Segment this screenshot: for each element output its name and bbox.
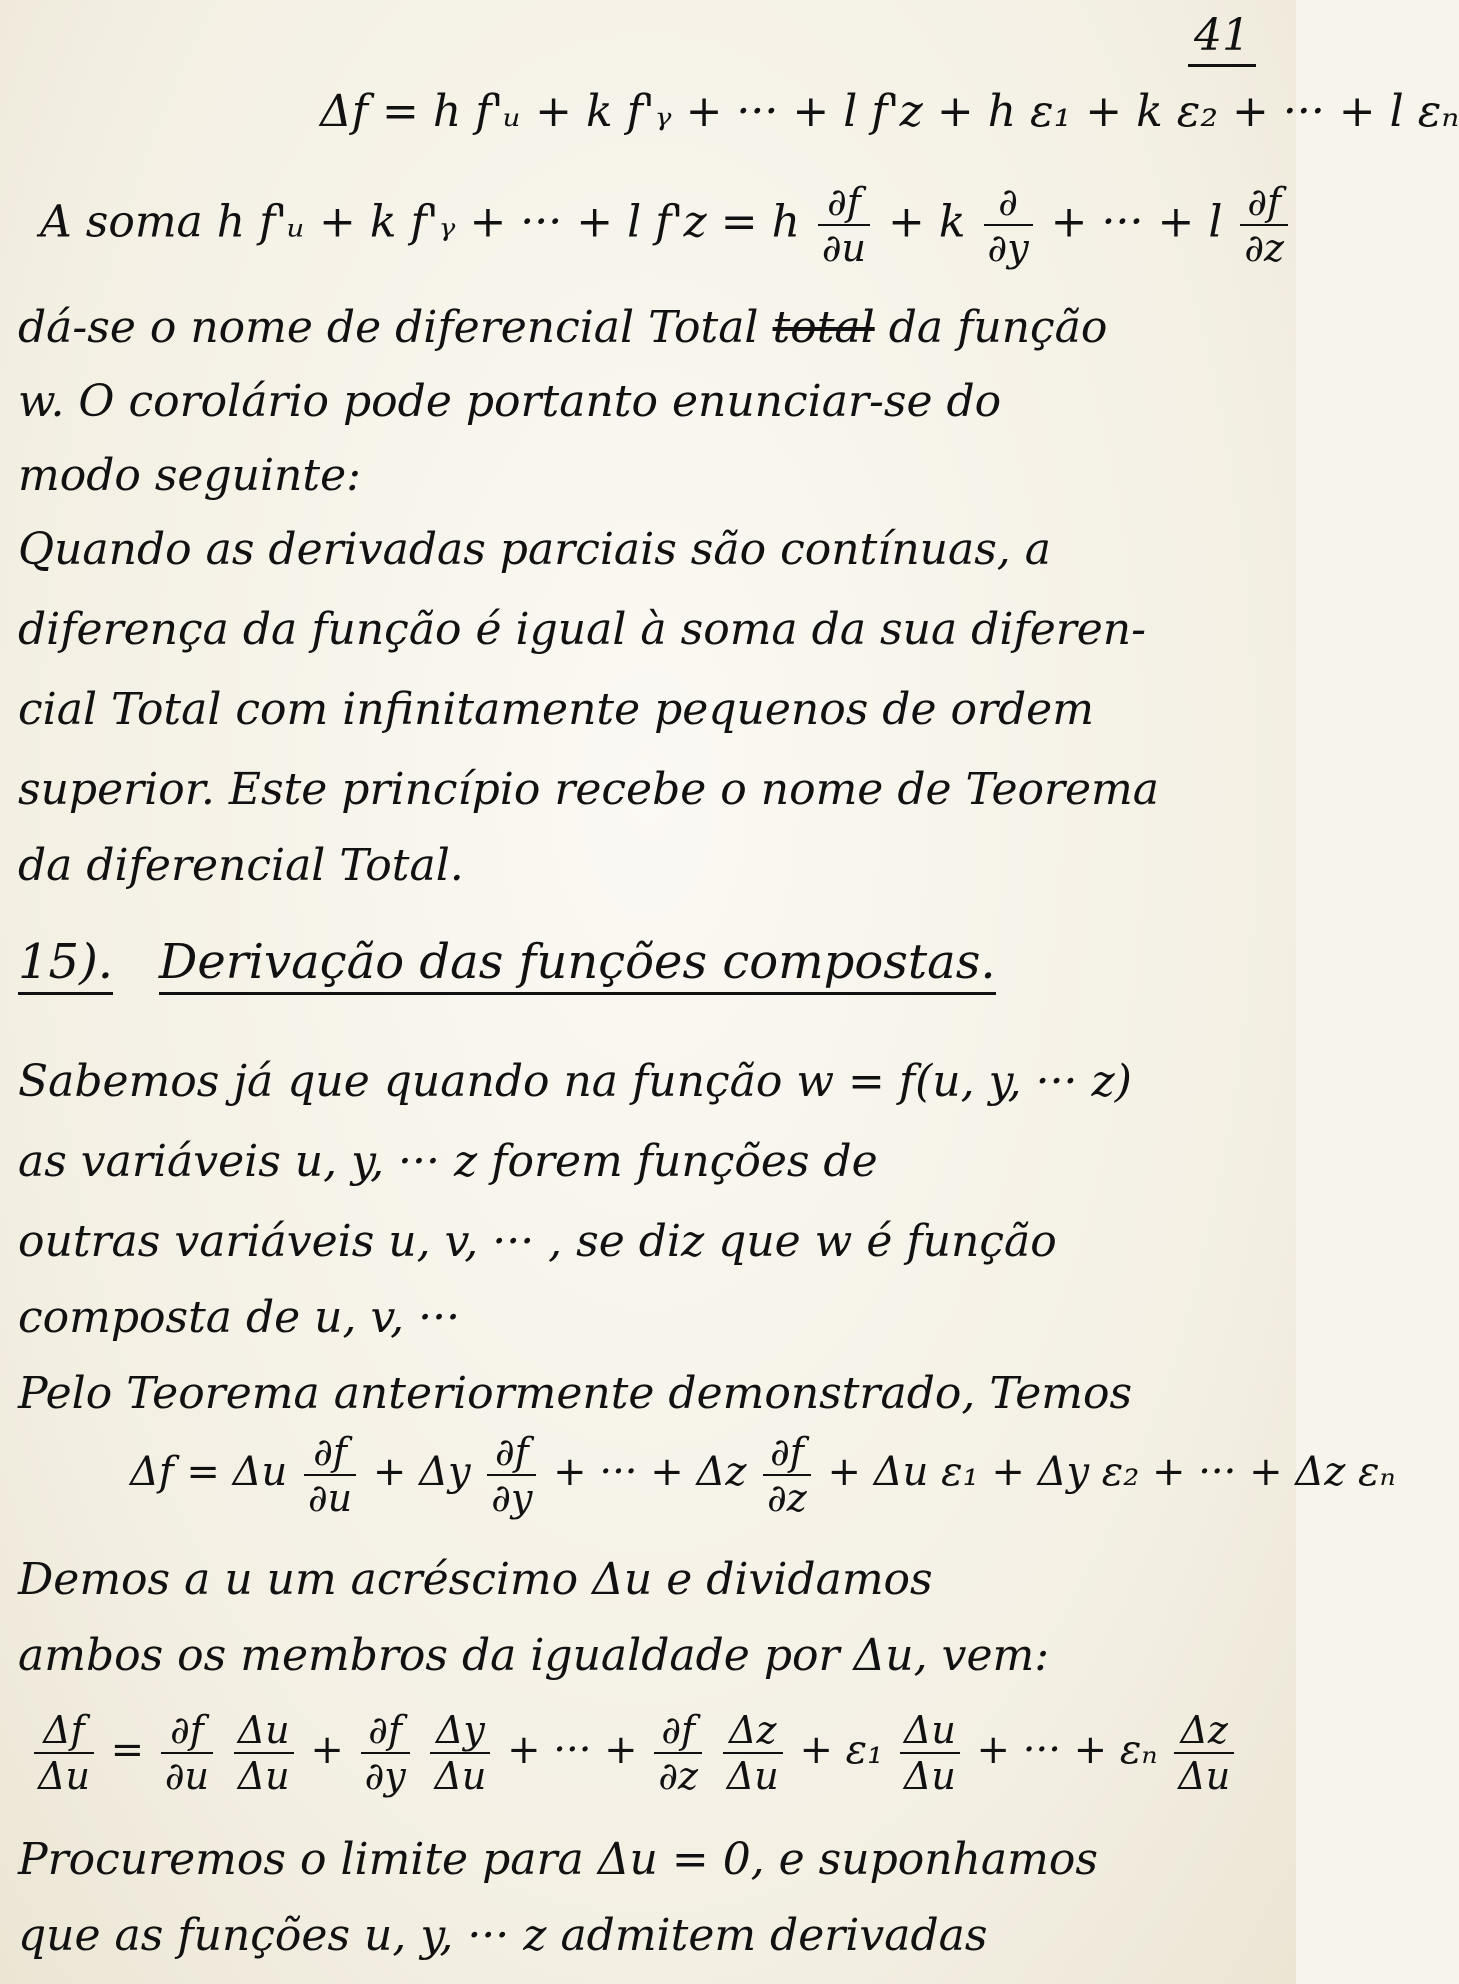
fraction-df-du	[161, 1708, 213, 1798]
text-line: ambos os membros da igualdade por Δu, vem:	[18, 1630, 1050, 1681]
fraction-denominator: ∂z	[767, 1476, 807, 1520]
fraction-numerator: Δz	[1174, 1708, 1234, 1754]
fraction-df-dz	[763, 1430, 811, 1520]
fraction-denominator: Δu	[1178, 1754, 1231, 1798]
fraction-denominator: ∂y	[364, 1754, 406, 1798]
fraction-denominator: Δu	[726, 1754, 779, 1798]
text-line: Pelo Teorema anteriormente demonstrado, Temos	[18, 1368, 1133, 1419]
soma-mid2: + ··· + l	[1050, 196, 1223, 248]
equation-composite-increment	[130, 1430, 1396, 1520]
text-line: que as funções u, y, ··· z admitem derivadas	[18, 1910, 988, 1961]
fraction-numerator: ∂f	[304, 1430, 356, 1476]
fraction-denominator: ∂u	[821, 226, 867, 270]
fraction-df-du	[304, 1430, 356, 1520]
line-text: dá-se o nome de diferencial Total	[18, 302, 759, 353]
fraction-denominator: Δu	[237, 1754, 290, 1798]
eq-part: =	[110, 1727, 145, 1773]
struck-word: total	[772, 302, 875, 353]
section-heading	[18, 930, 996, 994]
fraction-numerator: Δu	[900, 1708, 960, 1754]
text-line: Quando as derivadas parciais são contínuas, a	[18, 524, 1052, 575]
fraction-denominator: ∂u	[164, 1754, 209, 1798]
text-line: superior. Este princípio recebe o nome de Teorema	[18, 764, 1160, 815]
fraction-df-dz	[654, 1708, 702, 1798]
text-line: as variáveis u, y, ··· z forem funções de	[18, 1136, 878, 1187]
fraction-numerator: ∂f	[763, 1430, 811, 1476]
fraction-numerator: ∂f	[654, 1708, 702, 1754]
line-text: da função	[888, 302, 1108, 353]
fraction-numerator: ∂f	[361, 1708, 410, 1754]
fraction-numerator: ∂f	[1240, 180, 1288, 226]
fraction-denominator: Δu	[434, 1754, 487, 1798]
text-line: Sabemos já que quando na função w = f(u, y, ··· z)	[18, 1056, 1132, 1107]
eq-part: + Δy	[372, 1449, 471, 1495]
fraction-numerator: Δz	[723, 1708, 783, 1754]
text-line: diferença da função é igual à soma da sua diferen-	[18, 604, 1147, 655]
equation-total-differential	[40, 180, 1292, 270]
eq-part: + ··· + εₙ	[976, 1727, 1158, 1773]
fraction-lhs	[34, 1708, 94, 1798]
fraction-df-du	[818, 180, 870, 270]
fraction-denominator: ∂y	[491, 1476, 533, 1520]
fraction-numerator: Δy	[430, 1708, 490, 1754]
fraction-numerator: Δf	[34, 1708, 94, 1754]
text-line: Demos a u um acréscimo Δu e dividamos	[18, 1554, 933, 1605]
eq-part: + ε₁	[799, 1727, 884, 1773]
fraction-numerator: ∂f	[161, 1708, 213, 1754]
section-title: Derivação das funções compostas.	[159, 934, 996, 995]
fraction-denominator: ∂u	[308, 1476, 353, 1520]
eq-part: + ··· + Δz	[553, 1449, 747, 1495]
text-line: cial Total com infinitamente pequenos de ordem	[18, 684, 1094, 735]
fraction-numerator: ∂f	[487, 1430, 536, 1476]
eq-part: + ··· +	[507, 1727, 638, 1773]
text-line: outras variáveis u, v, ··· , se diz que w é função	[18, 1216, 1057, 1267]
text-line	[18, 298, 1276, 358]
fraction-dy-du	[430, 1708, 490, 1798]
fraction-du-du	[234, 1708, 294, 1798]
page-number: 41	[1188, 8, 1256, 67]
fraction-dz-du-2	[1174, 1708, 1234, 1798]
fraction-df-dy	[361, 1708, 410, 1798]
fraction-denominator: Δu	[38, 1754, 90, 1798]
fraction-denominator: Δu	[903, 1754, 956, 1798]
fraction-denominator: ∂y	[987, 226, 1029, 270]
eq-part: +	[310, 1727, 344, 1773]
text-line: Procuremos o limite para Δu = 0, e suponhamos	[18, 1834, 1098, 1885]
text-line: modo seguinte:	[18, 450, 361, 501]
fraction-numerator: ∂	[984, 180, 1033, 226]
fraction-du-du-2	[900, 1708, 960, 1798]
section-number: 15).	[18, 934, 113, 995]
equation-divided-by-du	[30, 1708, 1238, 1798]
soma-mid1: + k	[888, 196, 966, 248]
equation-increment: Δf = h f'ᵤ + k f'ᵧ + ··· + l f'z + h ε₁ + k ε₂ + ··· + l εₙ	[320, 86, 1459, 137]
fraction-df-dy	[487, 1430, 536, 1520]
fraction-numerator: Δu	[234, 1708, 294, 1754]
fraction-d-dy	[984, 180, 1033, 270]
text-line: w. O corolário pode portanto enunciar-se do	[18, 376, 1002, 427]
eq-part: Δf = Δu	[130, 1449, 288, 1495]
text-line: da diferencial Total.	[18, 840, 464, 891]
fraction-denominator: ∂z	[1244, 226, 1285, 270]
soma-prefix: A soma h f'ᵤ + k f'ᵧ + ··· + l f'z = h	[40, 196, 800, 248]
text-line: composta de u, v, ···	[18, 1292, 461, 1343]
fraction-numerator: ∂f	[818, 180, 870, 226]
fraction-denominator: ∂z	[658, 1754, 699, 1798]
fraction-dz-du	[723, 1708, 783, 1798]
eq-part: + Δu ε₁ + Δy ε₂ + ··· + Δz εₙ	[827, 1449, 1396, 1495]
fraction-df-dz	[1240, 180, 1288, 270]
